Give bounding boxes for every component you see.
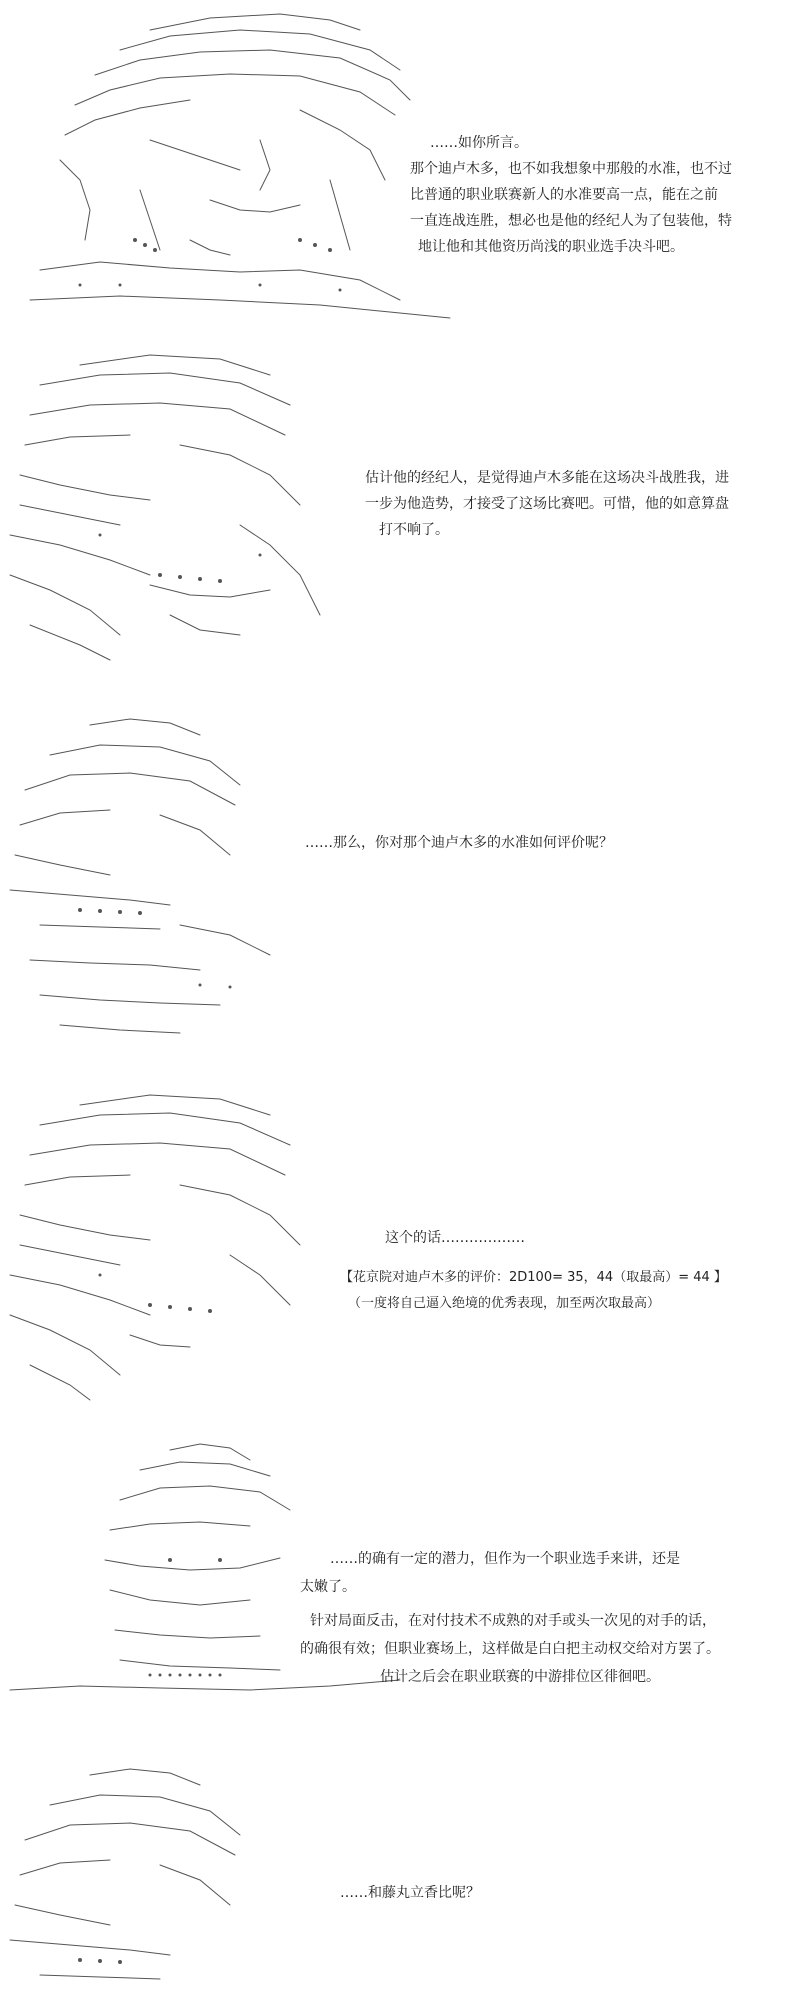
dialogue-line: 地让他和其他资历尚浅的职业选手决斗吧。 bbox=[418, 239, 684, 255]
dialogue-line: 打不响了。 bbox=[379, 522, 449, 538]
dialogue-text-6 bbox=[340, 1880, 480, 1906]
panel-2 bbox=[0, 345, 800, 685]
panel-1 bbox=[0, 0, 800, 340]
dialogue-line: 那个迪卢木多，也不如我想象中那般的水准，也不过 bbox=[410, 161, 732, 177]
dialogue-line: 估计之后会在职业联赛的中游排位区徘徊吧。 bbox=[380, 1669, 660, 1685]
dialogue-line: ……那么，你对那个迪卢木多的水准如何评价呢？ bbox=[305, 835, 613, 851]
panel-6 bbox=[0, 1765, 800, 2000]
dialogue-line: 太嫩了。 bbox=[300, 1579, 356, 1595]
dialogue-text-1 bbox=[410, 130, 732, 260]
dialogue-line: 一步为他造势，才接受了这场比赛吧。可惜，他的如意算盘 bbox=[365, 496, 729, 512]
dialogue-note: （一度将自己逼入绝境的优秀表现，加至两次取最高） bbox=[348, 1296, 661, 1311]
dialogue-text-2 bbox=[365, 465, 729, 543]
dialogue-line: 估计他的经纪人，是觉得迪卢木多能在这场决斗战胜我，进 bbox=[365, 470, 729, 486]
dialogue-line: 比普通的职业联赛新人的水准要高一点，能在之前 bbox=[410, 187, 718, 203]
panel-5 bbox=[0, 1440, 800, 1730]
panel-4 bbox=[0, 1085, 800, 1425]
ascii-art-character-4 bbox=[0, 1085, 340, 1405]
dialogue-line: 这个的话……………… bbox=[385, 1230, 525, 1246]
ascii-art-character-2 bbox=[0, 345, 360, 665]
panel-3 bbox=[0, 715, 800, 1055]
ascii-art-character-3 bbox=[0, 715, 300, 1045]
dialogue-text-3 bbox=[305, 830, 613, 856]
dialogue-line: 一直连战连胜，想必也是他的经纪人为了包装他，特 bbox=[410, 213, 732, 229]
ascii-art-character-1 bbox=[0, 0, 470, 330]
dialogue-line: 的确很有效；但职业赛场上，这样做是白白把主动权交给对方罢了。 bbox=[300, 1641, 720, 1657]
dialogue-text-4 bbox=[340, 1225, 727, 1317]
dialogue-line: ……和藤丸立香比呢？ bbox=[340, 1885, 480, 1901]
dice-roll-result: 【花京院对迪卢木多的评价：2D100= 35，44（取最高）= 44 】 bbox=[340, 1270, 727, 1285]
ascii-art-character-6 bbox=[0, 1765, 300, 2000]
dialogue-line: 针对局面反击，在对付技术不成熟的对手或头一次见的对手的话， bbox=[310, 1613, 716, 1629]
dialogue-line: ……如你所言。 bbox=[430, 135, 528, 151]
dialogue-line: ……的确有一定的潜力，但作为一个职业选手来讲，还是 bbox=[330, 1551, 680, 1567]
dialogue-text-5 bbox=[300, 1545, 720, 1691]
